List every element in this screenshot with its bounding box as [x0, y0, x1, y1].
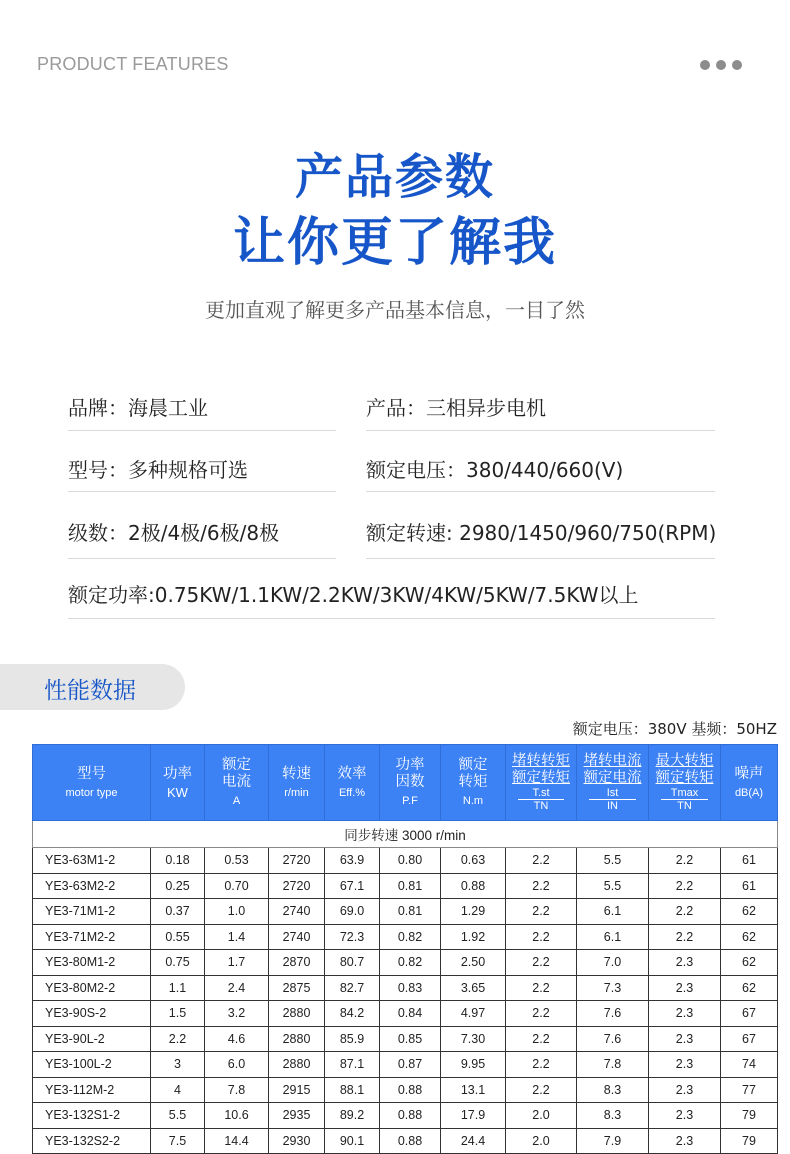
table-cell: 1.29	[441, 899, 506, 925]
table-cell: 5.5	[577, 848, 649, 874]
divider	[366, 491, 715, 492]
table-cell: 1.4	[205, 924, 269, 950]
table-cell: 0.82	[380, 950, 441, 976]
header-noise: 噪声 dB(A)	[721, 745, 778, 821]
table-cell: 7.0	[577, 950, 649, 976]
table-cell: 2.3	[649, 975, 721, 1001]
table-cell: 2915	[269, 1077, 325, 1103]
table-row	[33, 1052, 778, 1078]
performance-table	[32, 744, 778, 1154]
table-cell: 0.88	[380, 1077, 441, 1103]
cell-model: YE3-132S2-2	[33, 1128, 151, 1154]
table-cell: 2.3	[649, 1077, 721, 1103]
table-cell: 17.9	[441, 1103, 506, 1129]
group-label: 同步转速 3000 r/min	[33, 821, 778, 848]
table-cell: 4.6	[205, 1026, 269, 1052]
table-cell: 67.1	[325, 873, 380, 899]
divider	[68, 491, 336, 492]
cell-model: YE3-80M2-2	[33, 975, 151, 1001]
divider	[366, 430, 715, 431]
table-cell: 2720	[269, 848, 325, 874]
table-cell: 67	[721, 1001, 778, 1027]
table-cell: 0.75	[151, 950, 205, 976]
table-cell: 2.2	[506, 873, 577, 899]
table-row	[33, 1026, 778, 1052]
table-cell: 72.3	[325, 924, 380, 950]
table-cell: 2.2	[649, 924, 721, 950]
table-cell: 0.63	[441, 848, 506, 874]
table-cell: 2880	[269, 1052, 325, 1078]
table-row	[33, 873, 778, 899]
table-cell: 90.1	[325, 1128, 380, 1154]
table-cell: 61	[721, 873, 778, 899]
table-cell: 0.88	[380, 1103, 441, 1129]
table-cell: 2.0	[506, 1128, 577, 1154]
table-cell: 13.1	[441, 1077, 506, 1103]
table-cell: 8.3	[577, 1077, 649, 1103]
header-speed: 转速 r/min	[269, 745, 325, 821]
info-poles: 级数：2极/4极/6极/8极	[68, 521, 280, 545]
cell-model: YE3-71M1-2	[33, 899, 151, 925]
table-cell: 7.9	[577, 1128, 649, 1154]
table-cell: 63.9	[325, 848, 380, 874]
table-cell: 2.2	[506, 975, 577, 1001]
info-speed: 额定转速: 2980/1450/960/750(RPM)	[366, 521, 717, 545]
table-row	[33, 848, 778, 874]
table-cell: 2.2	[506, 899, 577, 925]
table-cell: 1.92	[441, 924, 506, 950]
table-cell: 1.7	[205, 950, 269, 976]
table-cell: 2720	[269, 873, 325, 899]
table-cell: 7.8	[577, 1052, 649, 1078]
table-cell: 7.6	[577, 1001, 649, 1027]
table-cell: 2870	[269, 950, 325, 976]
section-title: 性能数据	[44, 678, 136, 704]
table-cell: 2.2	[649, 873, 721, 899]
product-features-label: PRODUCT FEATURES	[37, 54, 229, 74]
table-cell: 2.3	[649, 1103, 721, 1129]
table-cell: 8.3	[577, 1103, 649, 1129]
table-cell: 0.55	[151, 924, 205, 950]
table-cell: 5.5	[577, 873, 649, 899]
table-cell: 7.30	[441, 1026, 506, 1052]
table-cell: 0.81	[380, 899, 441, 925]
table-cell: 1.0	[205, 899, 269, 925]
info-voltage: 额定电压：380/440/660(V)	[366, 458, 624, 482]
more-dots-icon	[700, 60, 742, 70]
table-cell: 7.5	[151, 1128, 205, 1154]
table-cell: 62	[721, 950, 778, 976]
table-cell: 61	[721, 848, 778, 874]
cell-model: YE3-112M-2	[33, 1077, 151, 1103]
table-cell: 2.0	[506, 1103, 577, 1129]
info-brand: 品牌：海晨工业	[68, 396, 208, 420]
table-cell: 2740	[269, 899, 325, 925]
cell-model: YE3-71M2-2	[33, 924, 151, 950]
table-cell: 4.97	[441, 1001, 506, 1027]
divider	[366, 558, 715, 559]
table-cell: 84.2	[325, 1001, 380, 1027]
cell-model: YE3-63M1-2	[33, 848, 151, 874]
table-cell: 0.53	[205, 848, 269, 874]
table-cell: 74	[721, 1052, 778, 1078]
table-cell: 0.37	[151, 899, 205, 925]
table-cell: 1.5	[151, 1001, 205, 1027]
table-cell: 82.7	[325, 975, 380, 1001]
table-row	[33, 899, 778, 925]
table-cell: 5.5	[151, 1103, 205, 1129]
table-cell: 2.4	[205, 975, 269, 1001]
table-cell: 0.25	[151, 873, 205, 899]
table-cell: 3	[151, 1052, 205, 1078]
table-cell: 2880	[269, 1026, 325, 1052]
table-cell: 4	[151, 1077, 205, 1103]
table-cell: 62	[721, 899, 778, 925]
table-cell: 2.3	[649, 1001, 721, 1027]
header-max-torque: 最大转矩 额定转矩 Tmax TN	[649, 745, 721, 821]
table-cell: 2.3	[649, 1128, 721, 1154]
table-cell: 24.4	[441, 1128, 506, 1154]
table-cell: 2875	[269, 975, 325, 1001]
table-cell: 79	[721, 1128, 778, 1154]
table-cell: 6.1	[577, 899, 649, 925]
table-cell: 0.80	[380, 848, 441, 874]
table-cell: 0.88	[441, 873, 506, 899]
header-torque: 额定 转矩 N.m	[441, 745, 506, 821]
cell-model: YE3-132S1-2	[33, 1103, 151, 1129]
table-cell: 62	[721, 975, 778, 1001]
page-title-line2: 让你更了解我	[232, 212, 557, 273]
table-cell: 0.88	[380, 1128, 441, 1154]
table-cell: 69.0	[325, 899, 380, 925]
divider	[68, 430, 336, 431]
cell-model: YE3-100L-2	[33, 1052, 151, 1078]
table-cell: 2.3	[649, 950, 721, 976]
table-cell: 2.2	[506, 848, 577, 874]
table-cell: 67	[721, 1026, 778, 1052]
info-product: 产品：三相异步电机	[366, 396, 546, 420]
table-cell: 7.8	[205, 1077, 269, 1103]
table-cell: 0.83	[380, 975, 441, 1001]
info-model: 型号：多种规格可选	[68, 458, 248, 482]
table-header-row	[33, 745, 778, 821]
table-cell: 14.4	[205, 1128, 269, 1154]
table-cell: 6.0	[205, 1052, 269, 1078]
table-row	[33, 975, 778, 1001]
table-cell: 2.2	[649, 848, 721, 874]
table-cell: 0.82	[380, 924, 441, 950]
info-power: 额定功率:0.75KW/1.1KW/2.2KW/3KW/4KW/5KW/7.5KW以上	[68, 583, 639, 607]
table-cell: 1.1	[151, 975, 205, 1001]
table-row	[33, 1128, 778, 1154]
table-cell: 7.3	[577, 975, 649, 1001]
header-locked-torque: 堵转转矩 额定转矩 T.st TN	[506, 745, 577, 821]
header-model: 型号 motor type	[33, 745, 151, 821]
table-cell: 2.3	[649, 1026, 721, 1052]
divider	[68, 558, 336, 559]
header-efficiency: 效率 Eff.%	[325, 745, 380, 821]
table-cell: 2880	[269, 1001, 325, 1027]
table-cell: 2740	[269, 924, 325, 950]
table-cell: 2.2	[506, 1026, 577, 1052]
table-cell: 2.2	[649, 899, 721, 925]
cell-model: YE3-90L-2	[33, 1026, 151, 1052]
table-cell: 2935	[269, 1103, 325, 1129]
table-cell: 87.1	[325, 1052, 380, 1078]
table-cell: 2.2	[506, 924, 577, 950]
table-cell: 3.65	[441, 975, 506, 1001]
cell-model: YE3-63M2-2	[33, 873, 151, 899]
table-cell: 6.1	[577, 924, 649, 950]
table-cell: 62	[721, 924, 778, 950]
table-cell: 0.81	[380, 873, 441, 899]
table-cell: 89.2	[325, 1103, 380, 1129]
table-cell: 10.6	[205, 1103, 269, 1129]
cell-model: YE3-80M1-2	[33, 950, 151, 976]
table-cell: 2.2	[151, 1026, 205, 1052]
table-cell: 0.84	[380, 1001, 441, 1027]
table-cell: 7.6	[577, 1026, 649, 1052]
table-row	[33, 1103, 778, 1129]
table-cell: 0.85	[380, 1026, 441, 1052]
divider	[68, 618, 715, 619]
table-cell: 0.18	[151, 848, 205, 874]
header-power: 功率 KW	[151, 745, 205, 821]
table-cell: 80.7	[325, 950, 380, 976]
table-cell: 2.2	[506, 1052, 577, 1078]
header-locked-current: 堵转电流 额定电流 Ist IN	[577, 745, 649, 821]
cell-model: YE3-90S-2	[33, 1001, 151, 1027]
table-row	[33, 950, 778, 976]
table-cell: 2.2	[506, 950, 577, 976]
table-cell: 2.2	[506, 1077, 577, 1103]
table-cell: 85.9	[325, 1026, 380, 1052]
table-row	[33, 1077, 778, 1103]
table-cell: 3.2	[205, 1001, 269, 1027]
table-cell: 77	[721, 1077, 778, 1103]
table-row	[33, 1001, 778, 1027]
page-subtitle: 更加直观了解更多产品基本信息，一目了然	[205, 298, 585, 322]
page-title-line1: 产品参数	[294, 149, 495, 205]
table-cell: 2.3	[649, 1052, 721, 1078]
table-cell: 0.87	[380, 1052, 441, 1078]
rated-note: 额定电压：380V 基频：50HZ	[572, 720, 777, 738]
group-row	[33, 821, 778, 848]
header-power-factor: 功率 因数 P.F	[380, 745, 441, 821]
table-cell: 0.70	[205, 873, 269, 899]
table-cell: 79	[721, 1103, 778, 1129]
table-cell: 2930	[269, 1128, 325, 1154]
table-cell: 9.95	[441, 1052, 506, 1078]
header-current: 额定 电流 A	[205, 745, 269, 821]
table-cell: 2.2	[506, 1001, 577, 1027]
table-row	[33, 924, 778, 950]
table-cell: 88.1	[325, 1077, 380, 1103]
table-cell: 2.50	[441, 950, 506, 976]
